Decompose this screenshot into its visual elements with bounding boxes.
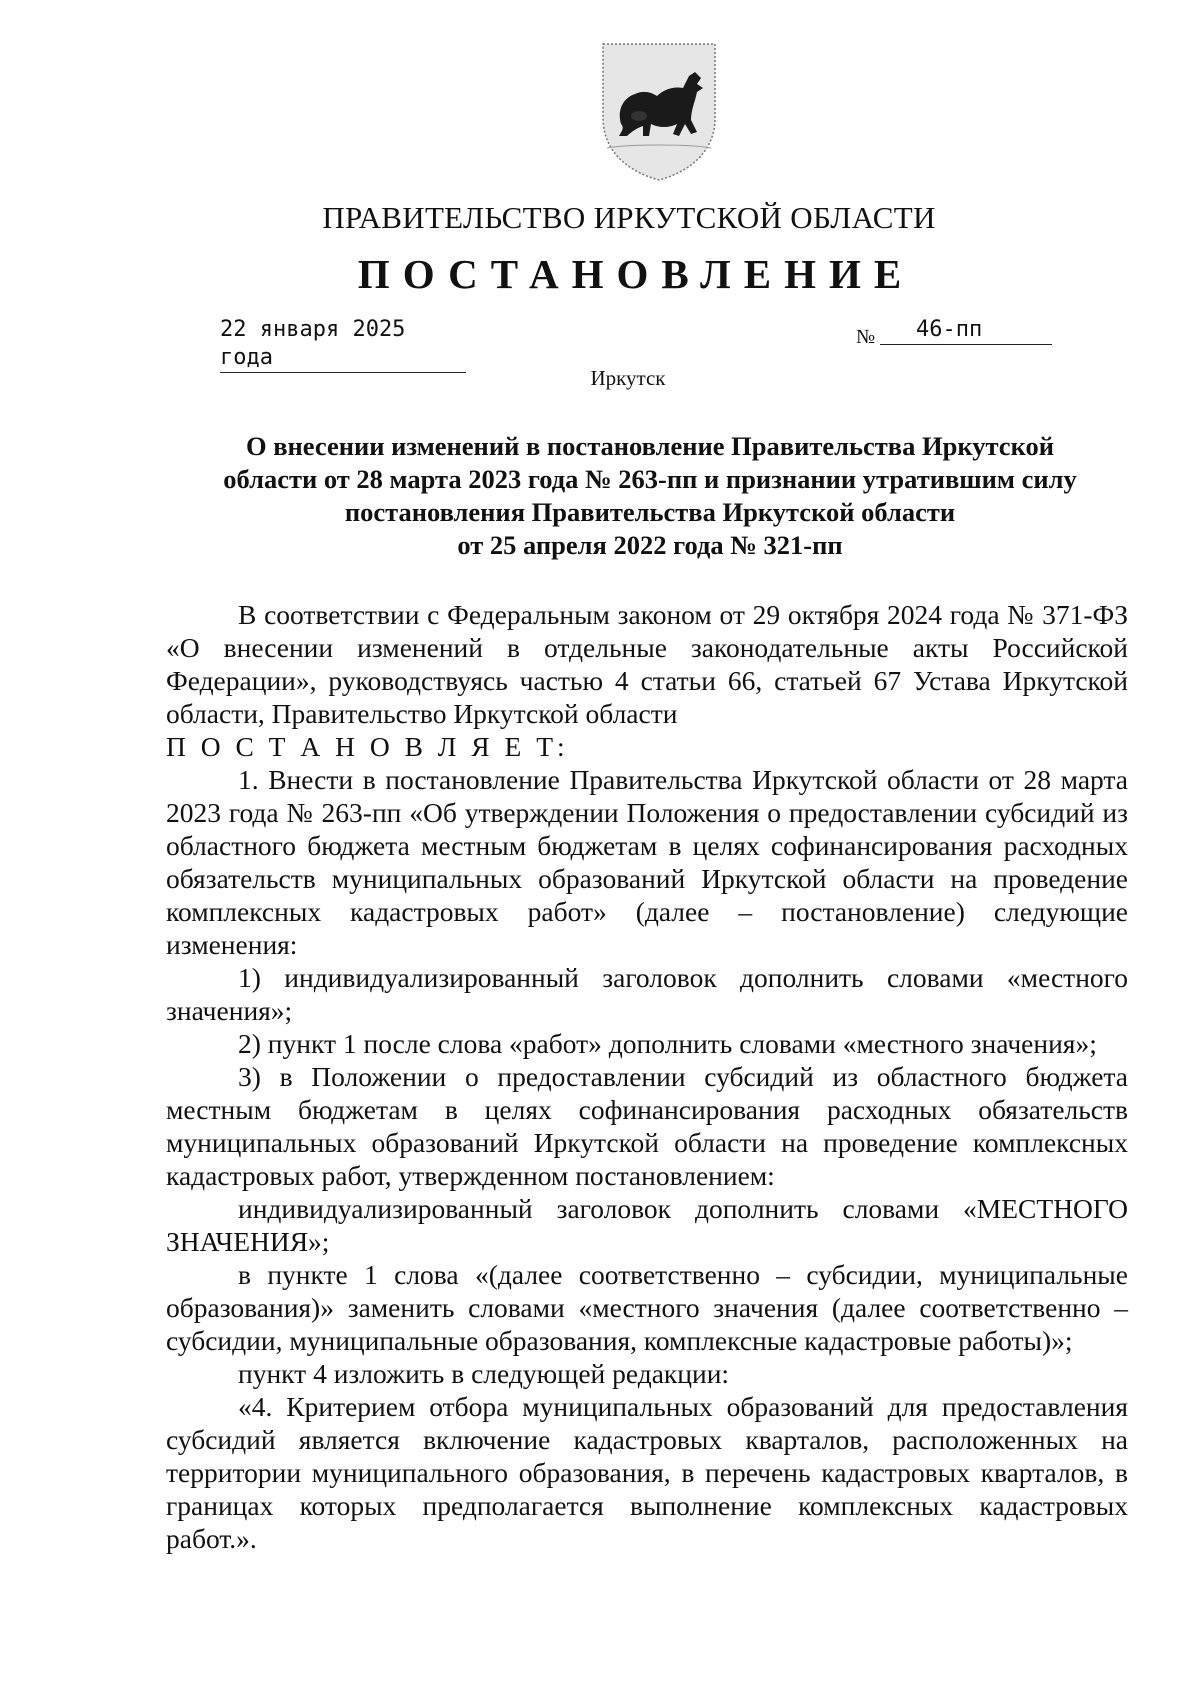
city: Иркутск (590, 366, 666, 390)
body-paragraph: пункт 4 изложить в следующей редакции: (238, 1358, 730, 1389)
body-paragraph: в пункте 1 слова «(далее соответственно – субсидии, муниципальные образования)» заменить словами «местного значения (далее соответственно – субсидии, муниципальные образования, комплексные кадастровые работы)»; (166, 1259, 1128, 1356)
title-line: О внесении изменений в постановление Правительства Иркутской (245, 431, 1055, 461)
title-line: от 25 апреля 2022 года № 321-пп (457, 530, 843, 560)
title-line: постановления Правительства Иркутской области (344, 497, 956, 527)
body-paragraph: индивидуализированный заголовок дополнить словами «МЕСТНОГО ЗНАЧЕНИЯ»; (166, 1193, 1128, 1257)
preamble-paragraph: В соответствии с Федеральным законом от 29 октября 2024 года № 371-ФЗ «О внесении изменений в отдельные законодательные акты Российской Федерации», руководствуясь частью 4 статьи 66, статьей 67 Устава Иркутской области, Правительство Иркутской области (166, 599, 1128, 729)
document-title (180, 430, 1120, 562)
body-paragraph: 1) индивидуализированный заголовок дополнить словами «местного значения»; (166, 962, 1128, 1026)
document-body (166, 598, 1128, 1555)
organization-name: ПРАВИТЕЛЬСТВО ИРКУТСКОЙ ОБЛАСТИ (322, 200, 936, 235)
body-paragraph: 2) пункт 1 после слова «работ» дополнить словами «местного значения»; (238, 1028, 1097, 1059)
document-date: 22 января 2025 года (220, 316, 466, 373)
number-label: № (856, 326, 876, 348)
body-paragraph: «4. Критерием отбора муниципальных образований для предоставления субсидий является включение кадастровых кварталов, расположенных на территории муниципального образования, в перечень кадастровых кварталов, в границах которых предполагается выполнение комплексных кадастровых работ.». (166, 1391, 1128, 1554)
body-paragraph: 3) в Положении о предоставлении субсидий из областного бюджета местным бюджетам в целях софинансирования расходных обязательств муниципальных образований Иркутской области на проведение комплексных кадастровых работ, утвержденном постановлением: (166, 1061, 1128, 1191)
document-number: 46-пп (880, 316, 1052, 345)
body-paragraph: 1. Внести в постановление Правительства Иркутской области от 28 марта 2023 года № 263-пп «Об утверждении Положения о предоставлении субсидий из областного бюджета местным бюджетам в целях софинансирования расходных обязательств муниципальных образований Иркутской области на проведение комплексных кадастровых работ» (далее – постановление) следующие изменения: (166, 764, 1128, 960)
coat-of-arms-emblem (599, 40, 719, 182)
document-type: ПОСТАНОВЛЕНИЕ (357, 251, 915, 297)
irkutsk-coat-of-arms-icon (599, 40, 719, 182)
resolves-heading: П О С Т А Н О В Л Я Е Т: (166, 731, 569, 762)
title-line: области от 28 марта 2023 года № 263-пп и признании утратившим силу (223, 464, 1077, 494)
